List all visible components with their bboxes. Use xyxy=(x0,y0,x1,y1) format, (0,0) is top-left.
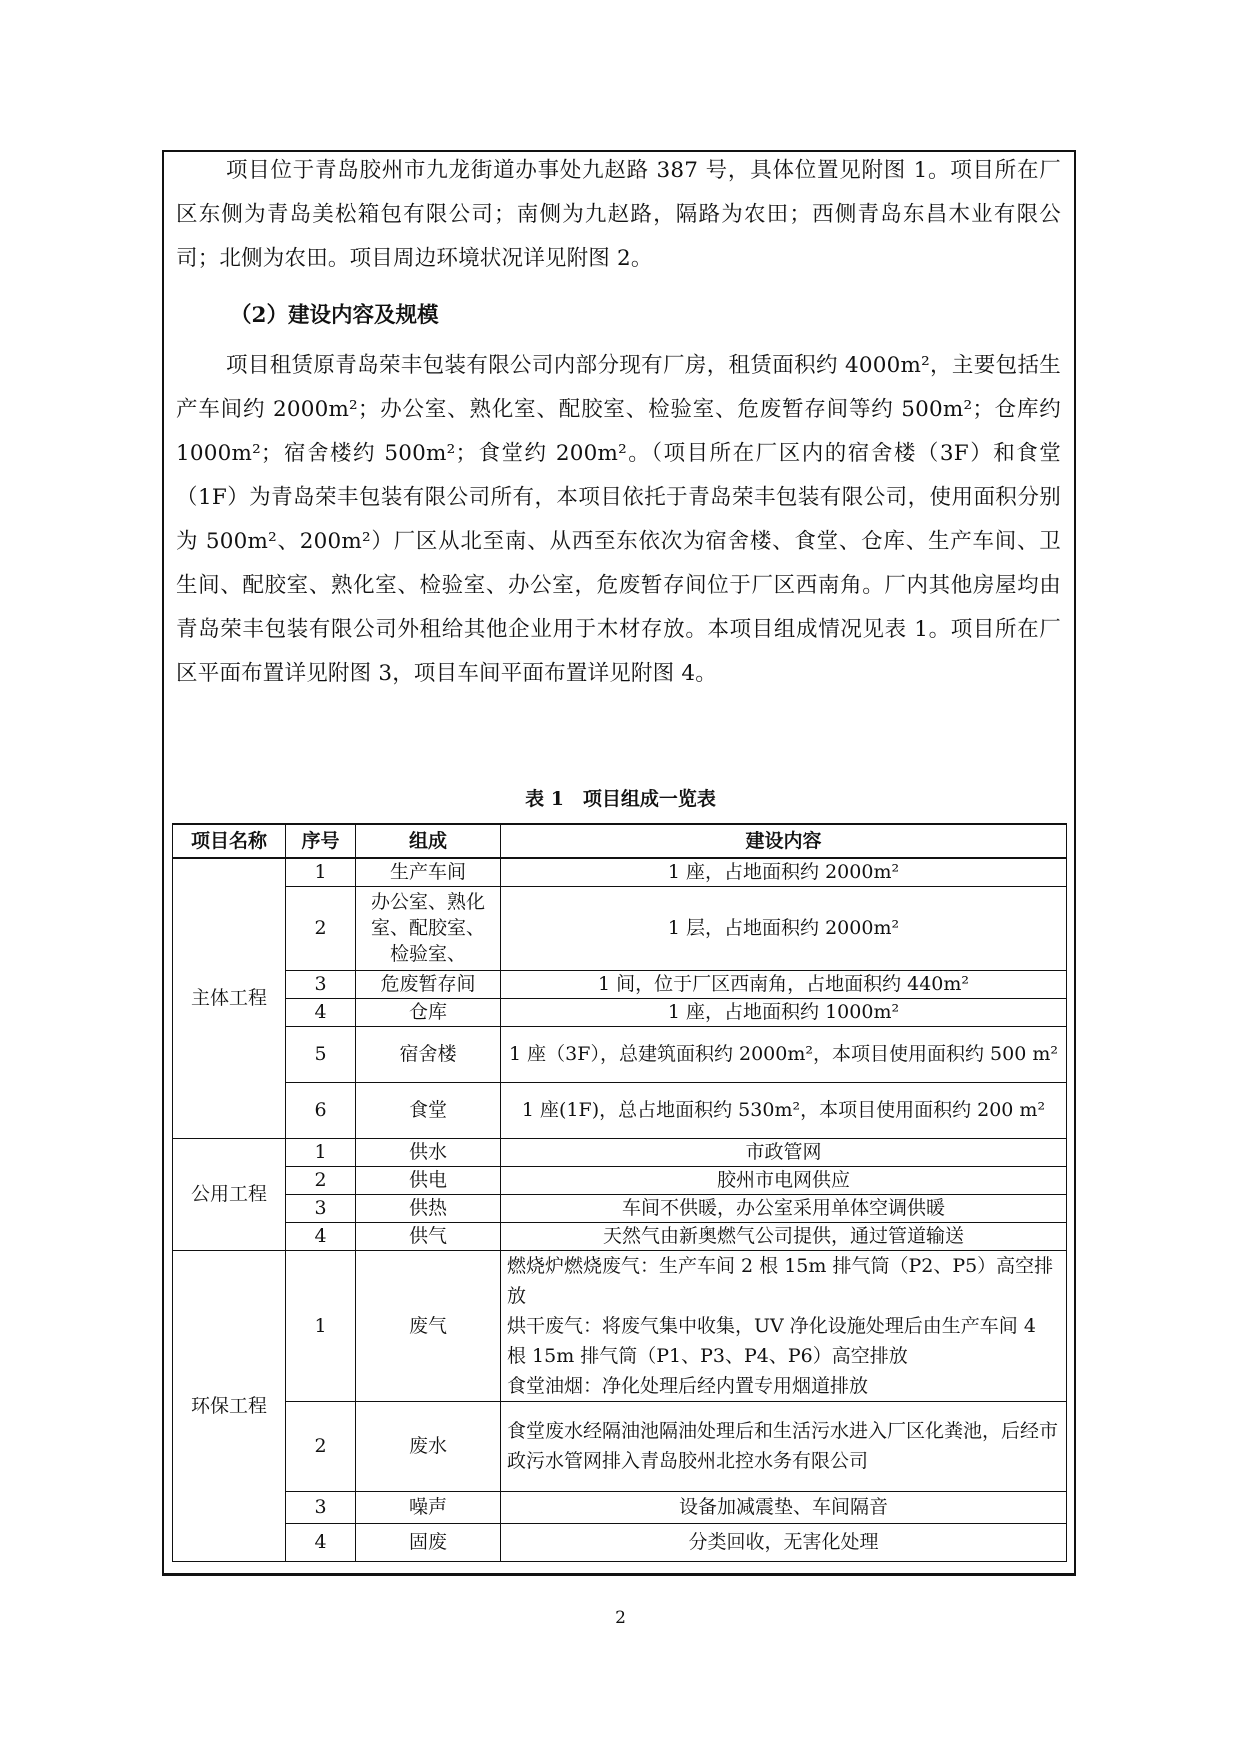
row-item: 供热 xyxy=(356,1194,501,1222)
table-row xyxy=(173,1250,1067,1401)
paragraph-scale: 项目租赁原青岛荣丰包装有限公司内部分现有厂房，租赁面积约 4000m²，主要包括生产车间约 2000m²；办公室、熟化室、配胶室、检验室、危废暂存间等约 500m²；仓库约 1000m²；宿舍楼约 500m²；食堂约 200m²。（项目所在厂区内的宿舍楼（3F）和食堂（1F）为青岛荣丰包装有限公司所有，本项目依托于青岛荣丰包装有限公司，使用面积分别为 500m²、200m²）厂区从北至南、从西至东依次为宿舍楼、食堂、仓库、生产车间、卫生间、配胶室、熟化室、检验室、办公室，危废暂存间位于厂区西南角。厂内其他房屋均由青岛荣丰包装有限公司外租给其他企业用于木材存放。本项目组成情况见表 1。项目所在厂区平面布置详见附图 3，项目车间平面布置详见附图 4。 xyxy=(176,353,1061,686)
table-caption: 表 1 项目组成一览表 xyxy=(525,788,716,810)
table-header-row xyxy=(173,824,1067,858)
table-row xyxy=(173,1222,1067,1250)
row-no: 3 xyxy=(286,1194,356,1222)
row-content: 1 座(1F)，总占地面积约 530m²，本项目使用面积约 200 m² xyxy=(501,1082,1067,1138)
row-item: 噪声 xyxy=(356,1491,501,1523)
row-content: 1 座，占地面积约 2000m² xyxy=(501,858,1067,886)
row-no: 3 xyxy=(286,970,356,998)
row-content: 市政管网 xyxy=(501,1138,1067,1166)
table-row xyxy=(173,1491,1067,1523)
row-no: 4 xyxy=(286,1523,356,1561)
row-item: 供水 xyxy=(356,1138,501,1166)
row-item: 生产车间 xyxy=(356,858,501,886)
row-content: 1 座，占地面积约 1000m² xyxy=(501,998,1067,1026)
table-row xyxy=(173,858,1067,886)
header-number: 序号 xyxy=(286,824,356,858)
table-row xyxy=(173,1166,1067,1194)
composition-table xyxy=(172,823,1067,1562)
row-content: 胶州市电网供应 xyxy=(501,1166,1067,1194)
row-content: 车间不供暖，办公室采用单体空调供暖 xyxy=(501,1194,1067,1222)
row-content: 分类回收，无害化处理 xyxy=(501,1523,1067,1561)
row-content: 1 座（3F），总建筑面积约 2000m²，本项目使用面积约 500 m² xyxy=(501,1026,1067,1082)
row-no: 1 xyxy=(286,858,356,886)
row-no: 2 xyxy=(286,1166,356,1194)
row-item: 危废暂存间 xyxy=(356,970,501,998)
table-row xyxy=(173,970,1067,998)
row-item: 办公室、熟化室、配胶室、检验室、 xyxy=(356,886,501,970)
row-no: 4 xyxy=(286,1222,356,1250)
table-row xyxy=(173,886,1067,970)
row-item: 废水 xyxy=(356,1401,501,1491)
row-no: 6 xyxy=(286,1082,356,1138)
table-row xyxy=(173,1523,1067,1561)
row-no: 5 xyxy=(286,1026,356,1082)
row-item: 废气 xyxy=(356,1250,501,1401)
row-item: 固废 xyxy=(356,1523,501,1561)
row-no: 2 xyxy=(286,1401,356,1491)
row-item: 宿舍楼 xyxy=(356,1026,501,1082)
page-number: 2 xyxy=(615,1608,626,1628)
table-row xyxy=(173,1401,1067,1491)
row-no: 1 xyxy=(286,1250,356,1401)
section-heading: （2）建设内容及规模 xyxy=(230,303,439,328)
group-main: 主体工程 xyxy=(173,858,286,1138)
row-no: 3 xyxy=(286,1491,356,1523)
row-content: 设备加减震垫、车间隔音 xyxy=(501,1491,1067,1523)
row-item: 供气 xyxy=(356,1222,501,1250)
row-content: 1 层，占地面积约 2000m² xyxy=(501,886,1067,970)
row-content: 食堂废水经隔油池隔油处理后和生活污水进入厂区化粪池，后经市政污水管网排入青岛胶州北控水务有限公司 xyxy=(501,1401,1067,1491)
row-item: 供电 xyxy=(356,1166,501,1194)
header-content: 建设内容 xyxy=(501,824,1067,858)
table-row xyxy=(173,998,1067,1026)
table-row xyxy=(173,1082,1067,1138)
row-content: 1 间，位于厂区西南角，占地面积约 440m² xyxy=(501,970,1067,998)
table-row xyxy=(173,1026,1067,1082)
table-row xyxy=(173,1194,1067,1222)
header-project-name: 项目名称 xyxy=(173,824,286,858)
table-row xyxy=(173,1138,1067,1166)
row-content: 燃烧炉燃烧废气：生产车间 2 根 15m 排气筒（P2、P5）高空排放 烘干废气：将废气集中收集，UV 净化设施处理后由生产车间 4 根 15m 排气筒（P1、P3、P4、P6）高空排放 食堂油烟：净化处理后经内置专用烟道排放 xyxy=(501,1250,1067,1401)
header-composition: 组成 xyxy=(356,824,501,858)
row-item: 仓库 xyxy=(356,998,501,1026)
group-public: 公用工程 xyxy=(173,1138,286,1250)
row-no: 2 xyxy=(286,886,356,970)
row-no: 4 xyxy=(286,998,356,1026)
row-no: 1 xyxy=(286,1138,356,1166)
group-env: 环保工程 xyxy=(173,1250,286,1561)
row-item: 食堂 xyxy=(356,1082,501,1138)
row-content: 天然气由新奥燃气公司提供，通过管道输送 xyxy=(501,1222,1067,1250)
paragraph-location: 项目位于青岛胶州市九龙街道办事处九赵路 387 号，具体位置见附图 1。项目所在厂区东侧为青岛美松箱包有限公司；南侧为九赵路，隔路为农田；西侧青岛东昌木业有限公司；北侧为农田。项目周边环境状况详见附图 2。 xyxy=(176,158,1061,271)
